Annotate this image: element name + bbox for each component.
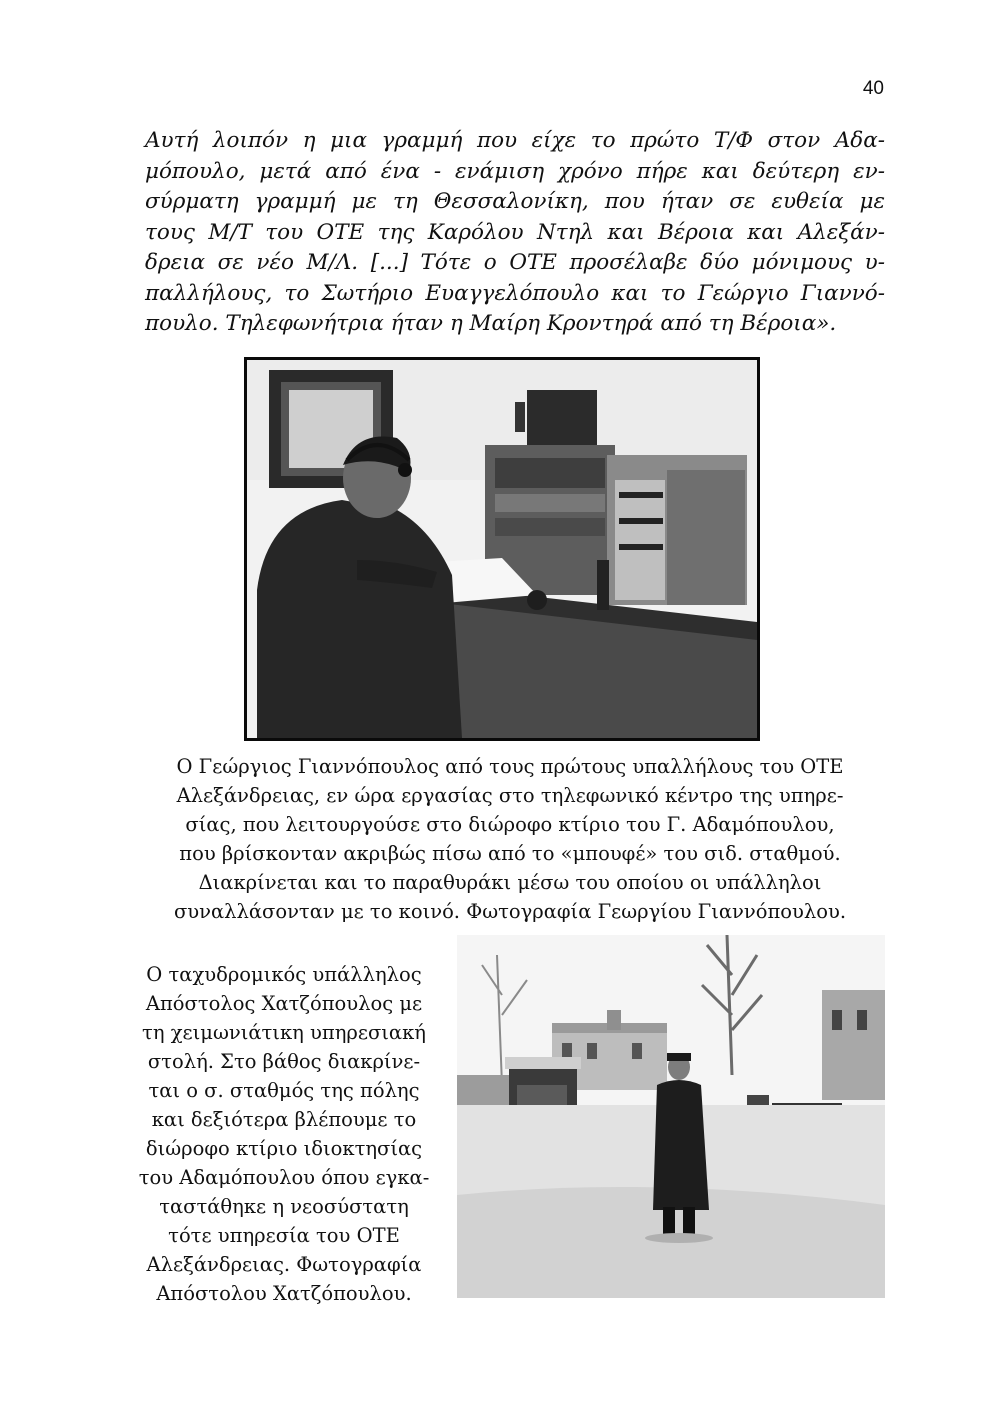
caption-line: Απόστολου Χατζόπουλου. [156, 1282, 412, 1305]
text-line: παλλήλους, το Σωτήριο Ευαγγελόπουλο και το Γεώργιο Γιαννό- [145, 280, 885, 306]
caption-line: Ο Γεώργιος Γιαννόπουλος από τους πρώτους υπαλλήλους του ΟΤΕ [176, 755, 844, 778]
text-line: τους Μ/Τ του ΟΤΕ της Καρόλου Ντηλ και Βέροια και Αλεξάν- [145, 219, 885, 245]
caption-line: ταστάθηκε η νεοσύστατη [159, 1195, 409, 1218]
text-line: πουλο. Τηλεφωνήτρια ήταν η Μαίρη Κροντηρά από τη Βέροια». [145, 311, 837, 336]
caption-line: διώροφο κτίριο ιδιοκτησίας [145, 1137, 423, 1160]
text-line: σύρματη γραμμή με τη Θεσσαλονίκη, που ήταν σε ευθεία με [145, 189, 885, 214]
photo2-caption [125, 960, 443, 1308]
text-line: μόπουλο, μετά από ένα - ενάμιση χρόνο πήρε και δεύτερη εν- [145, 158, 885, 184]
postal-clerk-photo [457, 935, 885, 1298]
caption-line: Διακρίνεται και το παραθυράκι μέσω του οποίου οι υπάλληλοι [198, 871, 822, 894]
main-paragraph [145, 126, 885, 340]
text-line: δρεια σε νέο Μ/Λ. [...] Τότε ο ΟΤΕ προσέλαβε δύο μόνιμους υ- [145, 250, 885, 275]
caption-line: Ο ταχυδρομικός υπάλληλος [146, 963, 422, 986]
caption-line: σίας, που λειτουργούσε στο διώροφο κτίριο του Γ. Αδαμόπουλου, [185, 813, 835, 836]
photo1-caption [130, 752, 890, 926]
caption-line: στολή. Στο βάθος διακρίνε- [147, 1050, 421, 1073]
page-number: 40 [862, 78, 884, 99]
caption-line: που βρίσκονταν ακριβώς πίσω από το «μπουφέ» του σιδ. σταθμού. [179, 842, 841, 865]
caption-line: Αλεξάνδρειας. Φωτογραφία [146, 1253, 422, 1276]
caption-line: ται ο σ. σταθμός της πόλης [148, 1079, 420, 1102]
caption-line: και δεξιότερα βλέπουμε το [151, 1108, 417, 1131]
caption-line: συναλλάσονταν με το κοινό. Φωτογραφία Γεωργίου Γιαννόπουλου. [173, 900, 847, 923]
caption-line: τη χειμωνιάτικη υπηρεσιακή [142, 1021, 426, 1044]
caption-line: του Αδαμόπουλου όπου εγκα- [138, 1166, 430, 1189]
switchboard-operator-photo [244, 357, 760, 741]
caption-line: Απόστολος Χατζόπουλος με [145, 992, 423, 1015]
caption-line: τότε υπηρεσία του ΟΤΕ [168, 1224, 400, 1247]
caption-line: Αλεξάνδρειας, εν ώρα εργασίας στο τηλεφωνικό κέντρο της υπηρε- [176, 784, 844, 807]
text-line: Αυτή λοιπόν η μια γραμμή που είχε το πρώτο Τ/Φ στον Αδα- [145, 128, 885, 153]
